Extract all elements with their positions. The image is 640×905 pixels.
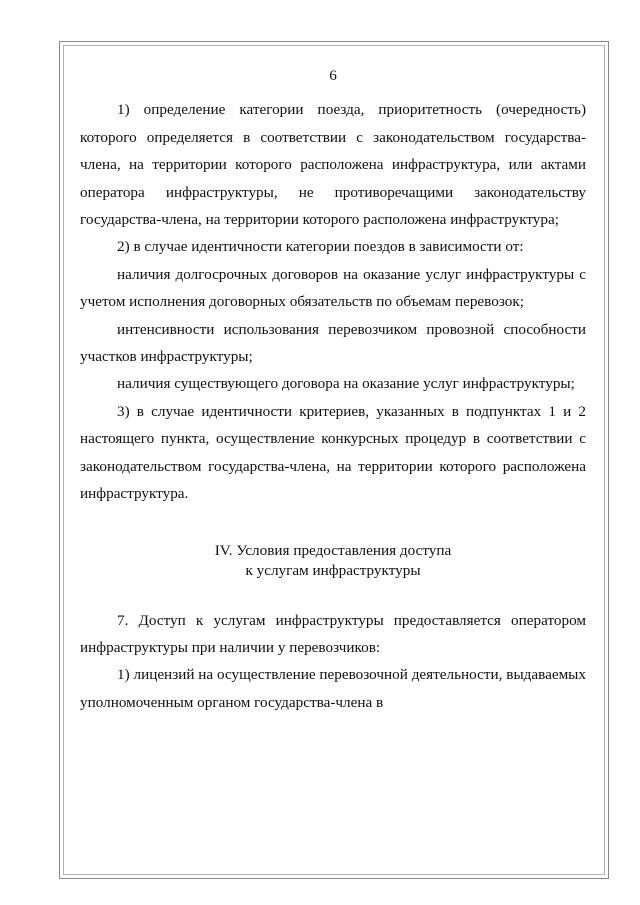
- paragraph-criterion-contracts: наличия долгосрочных договоров на оказание услуг инфраструктуры с учетом исполнения договорных обязательств по объемам перевозок;: [80, 265, 586, 311]
- paragraph-criterion-intensity: интенсивности использования перевозчиком провозной способности участков инфраструктуры;: [80, 320, 586, 366]
- paragraph-item-3: 3) в случае идентичности критериев, указанных в подпунктах 1 и 2 настоящего пункта, осуществление конкурсных процедур в соответствии с законодательством государства-члена, на территории которого расположена инфраструктура.: [80, 402, 586, 503]
- section-heading-line-1: IV. Условия предоставления доступа: [214, 541, 452, 559]
- paragraph-item-1: 1) определение категории поезда, приоритетность (очередность) которого определяется в соответствии с законодательством государства-члена, на территории которого расположена инфраструктура, или актами оператора инфраструктуры, не противоречащими законодательству государства-члена, на территории которого расположена инфраструктура;: [80, 101, 586, 229]
- paragraph-criterion-existing-contract: наличия существующего договора на оказание услуг инфраструктуры;: [117, 375, 575, 393]
- page-number: 6: [329, 67, 337, 84]
- paragraph-clause-7: 7. Доступ к услугам инфраструктуры предоставляется оператором инфраструктуры при наличии у перевозчиков:: [80, 611, 586, 656]
- paragraph-clause-7-item-1: 1) лицензий на осуществление перевозочной деятельности, выдаваемых уполномоченным органом государства-члена в: [80, 666, 586, 711]
- document-body: [80, 62, 586, 716]
- section-heading-line-2: к услугам инфраструктуры: [245, 561, 421, 579]
- section-heading: [80, 541, 586, 581]
- paragraph-item-2: 2) в случае идентичности категории поездов в зависимости от:: [117, 238, 524, 256]
